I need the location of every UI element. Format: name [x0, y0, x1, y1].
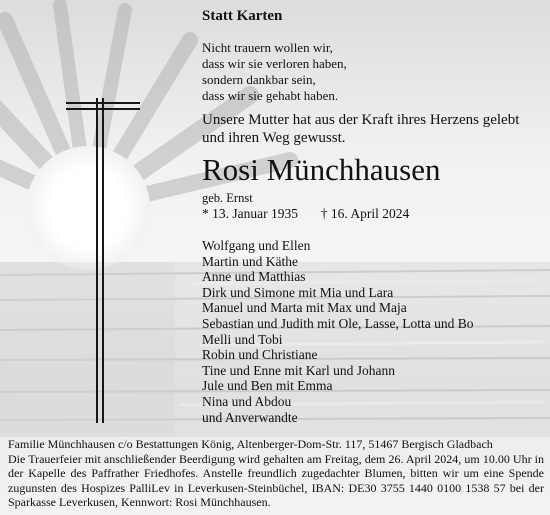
family-member: und Anverwandte	[202, 409, 298, 425]
family-member: Robin und Christiane	[202, 347, 318, 363]
intro-text: Unsere Mutter hat aus der Kraft ihres Herzens gelebt und ihren Weg gewusst.	[202, 112, 520, 146]
family-list	[202, 238, 473, 425]
poem-line: dass wir sie verloren haben,	[202, 56, 347, 71]
poem-line: dass wir sie gehabt haben.	[202, 88, 339, 103]
poem-line: sondern dankbar sein,	[202, 72, 316, 87]
family-member: Wolfgang und Ellen	[202, 238, 311, 253]
contact-address: Familie Münchhausen c/o Bestattungen König, Altenberger-Dom-Str. 117, 51467 Bergisch Gladbach	[8, 437, 493, 451]
cross-symbol	[66, 98, 140, 423]
deceased-name: Rosi Münchhausen	[202, 152, 441, 187]
poem-line: Nicht trauern wollen wir,	[202, 40, 333, 55]
birth-date: * 13. Januar 1935	[202, 206, 298, 221]
heading: Statt Karten	[202, 8, 283, 24]
family-member: Sebastian und Judith mit Ole, Lasse, Lotta und Bo	[202, 315, 474, 331]
funeral-notice: Die Trauerfeier mit anschließender Beerdigung wird gehalten am Freitag, dem 26. April 2024, um 10.00 Uhr in der Kapelle des Paffrather Friedhofes. Anstelle freundlich zugedachter Blumen, bitten wir um eine Spende zugunsten des Hospizes PalliLev in Leverkusen-Steinbüchel, IBAN: DE30 3755 1440 0100 1538 57 bei der Sparkasse Leverkusen, Kennwort: Rosi Münchhausen.	[8, 452, 544, 509]
family-member: Jule und Ben mit Emma	[202, 378, 333, 394]
maiden-name: geb. Ernst	[202, 191, 253, 205]
death-date: † 16. April 2024	[320, 206, 410, 221]
life-dates	[202, 206, 409, 222]
family-member: Dirk und Simone mit Mia und Lara	[202, 284, 394, 300]
family-member: Melli und Tobi	[202, 331, 283, 347]
family-member: Tine und Enne mit Karl und Johann	[202, 362, 395, 378]
family-member: Anne und Matthias	[202, 269, 306, 285]
family-member: Manuel und Marta mit Max und Maja	[202, 300, 407, 316]
family-member: Nina und Abdou	[202, 393, 292, 409]
poem	[202, 40, 347, 104]
family-member: Martin und Käthe	[202, 253, 298, 269]
